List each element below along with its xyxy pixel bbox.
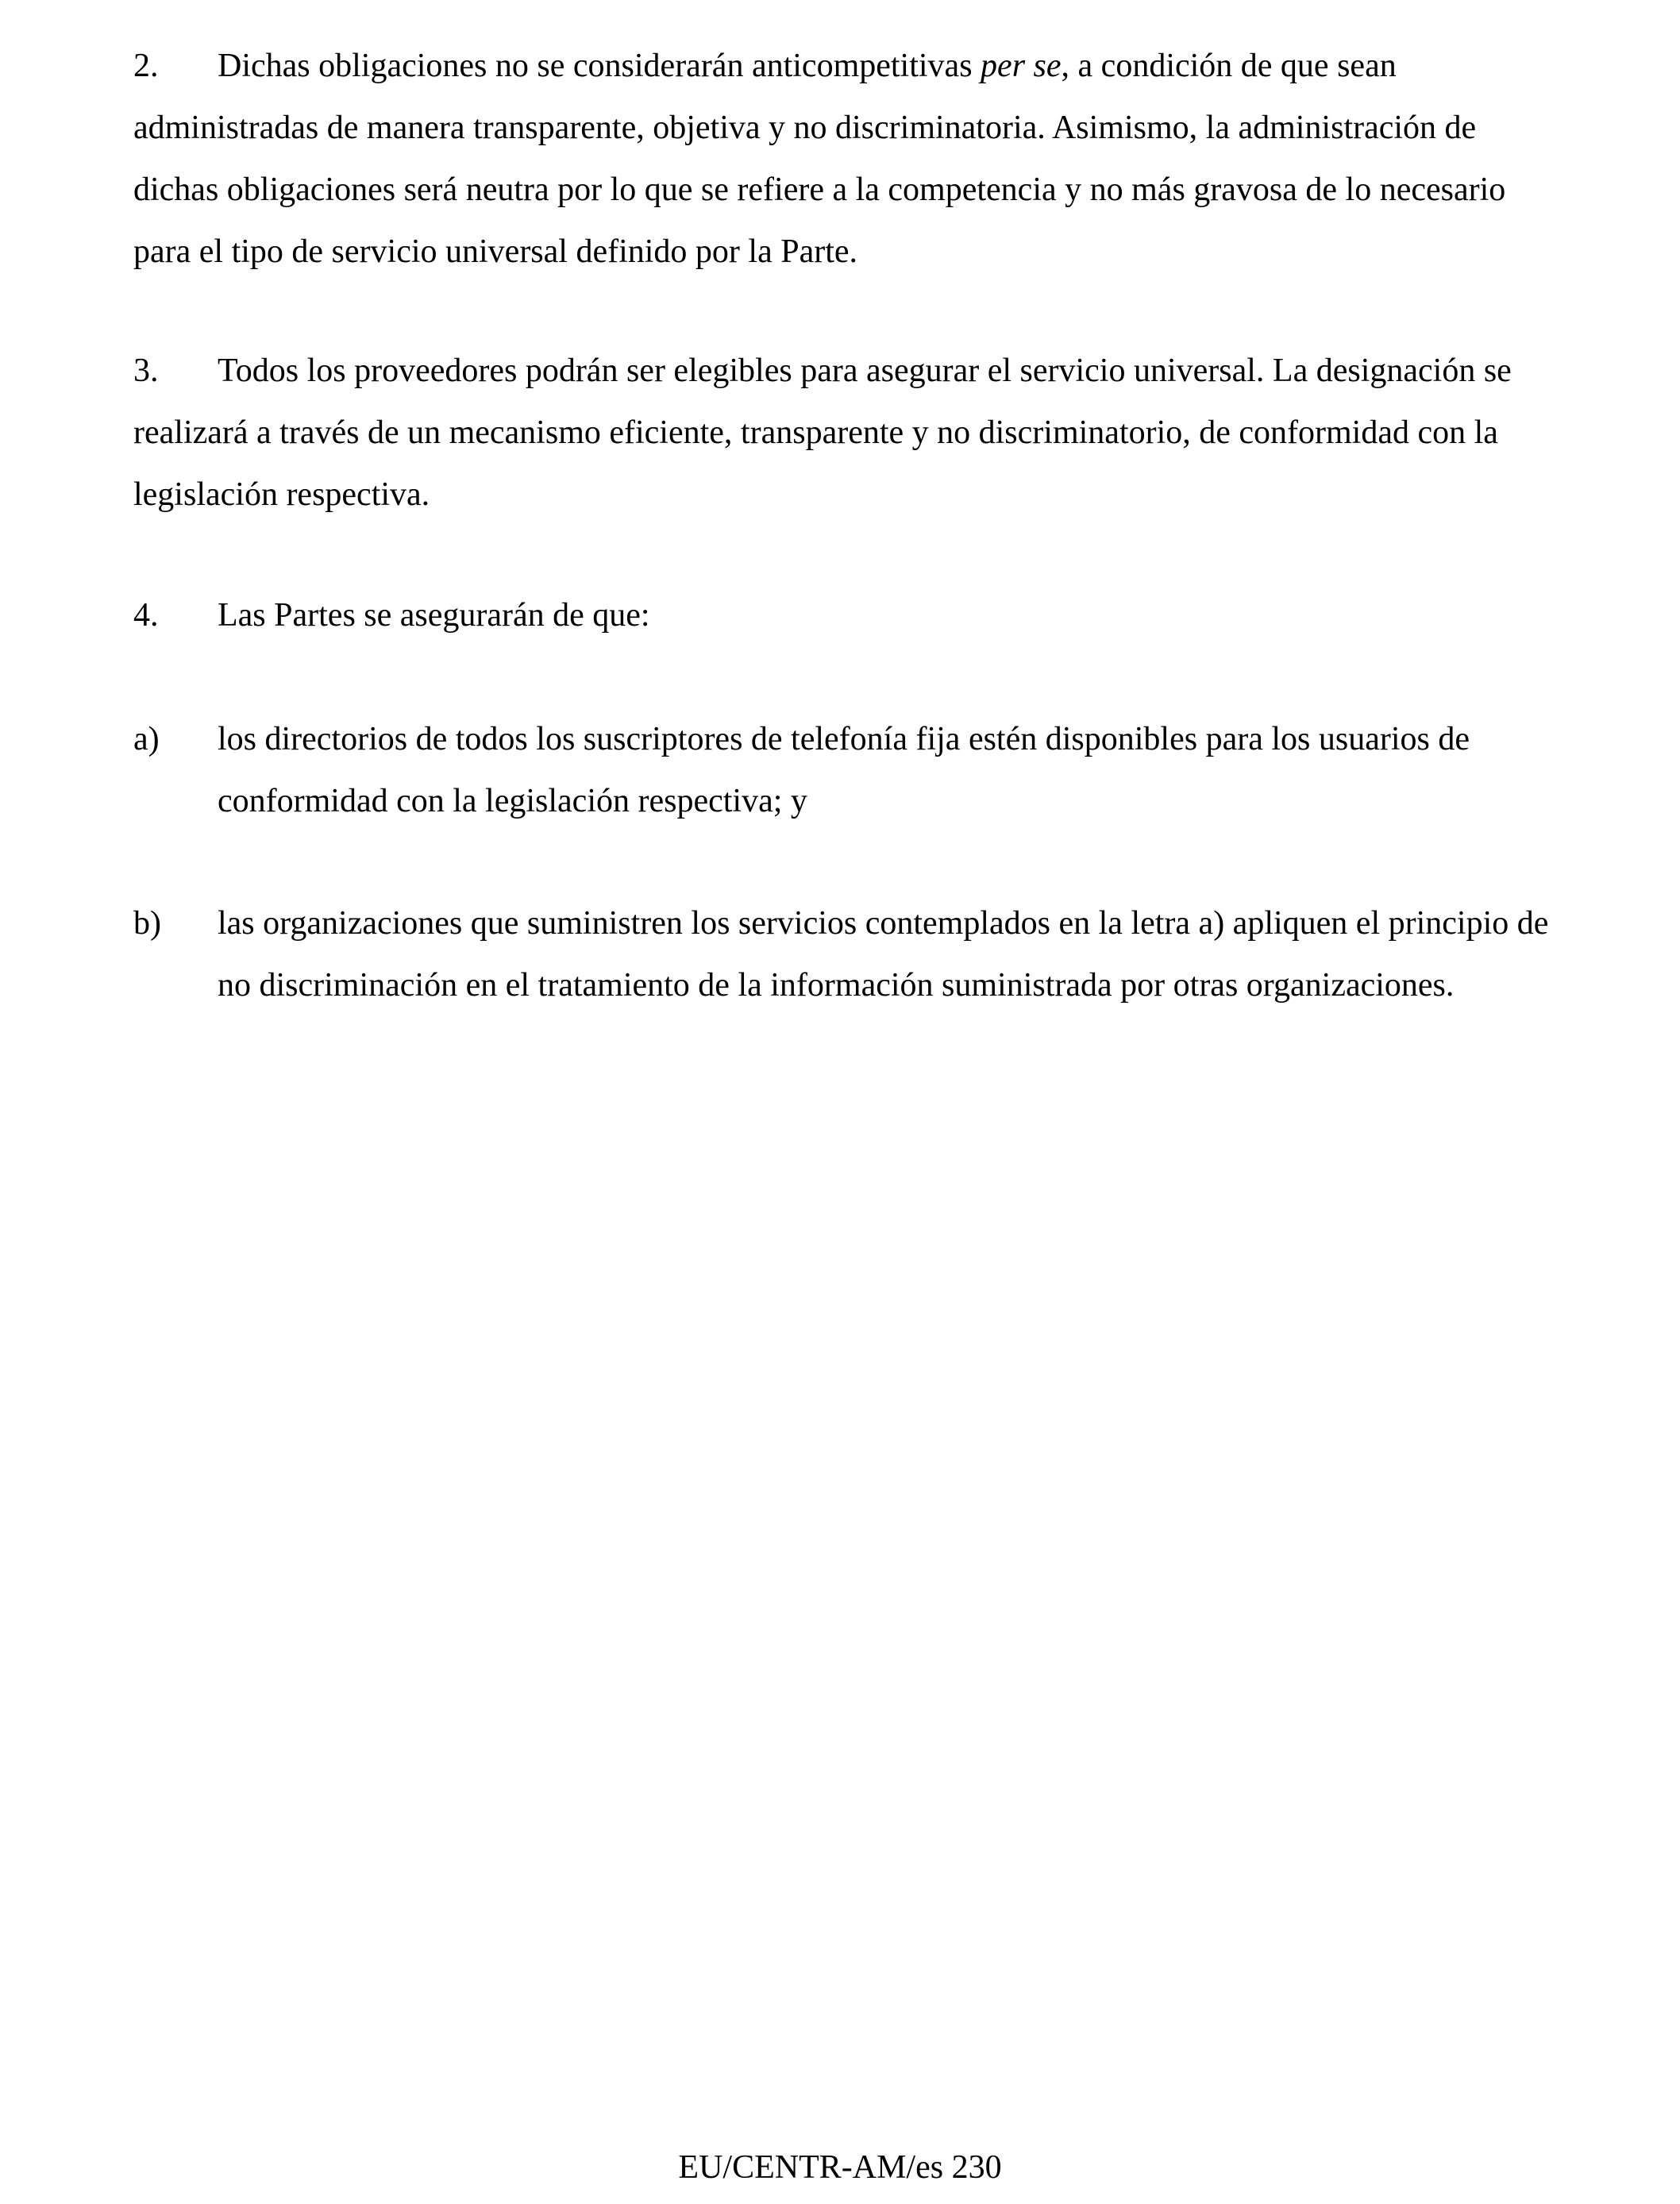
list-item-letter: b) bbox=[133, 905, 161, 942]
list-item-letter: a) bbox=[133, 721, 160, 757]
paragraph-3 bbox=[133, 340, 1562, 526]
paragraph-number: 3. bbox=[133, 353, 159, 389]
list-item-a bbox=[133, 708, 1562, 832]
paragraph-text: Las Partes se asegurarán de que: bbox=[218, 597, 650, 634]
paragraph-text: Dichas obligaciones no se considerarán anticompetitivas bbox=[218, 48, 981, 84]
page-footer-reference: EU/CENTR-AM/es 230 bbox=[678, 2149, 1002, 2186]
italic-term: per se bbox=[981, 48, 1062, 84]
list-item-b bbox=[133, 892, 1562, 1016]
list-item-text: las organizaciones que suministren los servicios contemplados en la letra a) apliquen el principio de no discriminación en el tratamiento de la información suministrada por otras organizaciones. bbox=[218, 905, 1549, 1004]
paragraph-2 bbox=[133, 35, 1562, 283]
paragraph-text: Todos los proveedores podrán ser elegibles para asegurar el servicio universal. La designación se realizará a través de un mecanismo eficiente, transparente y no discriminatorio, de conformidad con la legislación respectiva. bbox=[133, 353, 1512, 513]
paragraph-number: 4. bbox=[133, 597, 159, 634]
paragraph-text-continued: , a condición de que sean administradas de manera transparente, objetiva y no discriminatoria. Asimismo, la administración de dichas obligaciones será neutra por lo que se refiere a la competencia y no más gravosa de lo necesario para el tipo de servicio universal definido por la Parte. bbox=[133, 48, 1506, 270]
paragraph-number: 2. bbox=[133, 48, 159, 84]
paragraph-4 bbox=[133, 584, 1562, 646]
list-item-text: los directorios de todos los suscriptores de telefonía fija estén disponibles para los usuarios de conformidad con la legislación respectiva; y bbox=[218, 721, 1470, 819]
